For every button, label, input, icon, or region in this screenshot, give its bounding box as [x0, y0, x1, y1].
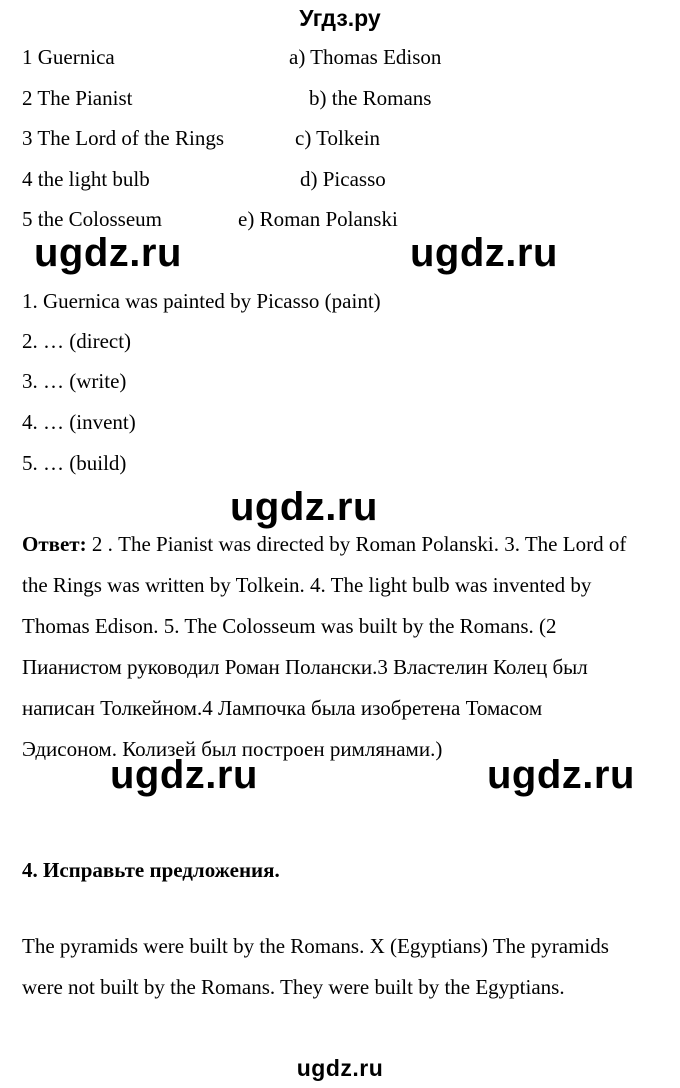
task-paragraph: The pyramids were built by the Romans. X (Egyptians) The pyramids were not built by the Romans. They were built by the Egyptians. [22, 934, 609, 999]
matching-left-3: 3 The Lord of the Rings [22, 126, 225, 150]
matching-left-1: 1 Guernica [22, 45, 115, 69]
answer-paragraph [22, 524, 642, 770]
matching-right-2: b) the Romans [309, 86, 432, 110]
exercise-line-2: 2. … (direct) [22, 329, 132, 353]
watermark-1: ugdz.ru [34, 231, 182, 275]
watermark-2: ugdz.ru [410, 231, 558, 275]
matching-left-2: 2 The Pianist [22, 86, 133, 110]
watermark-4: ugdz.ru [110, 753, 258, 797]
matching-right-5: e) Roman Polanski [238, 207, 398, 231]
matching-right-4: d) Picasso [300, 167, 386, 191]
exercise-line-4: 4. … (invent) [22, 410, 136, 434]
watermark-3: ugdz.ru [230, 485, 378, 529]
matching-right-1: a) Thomas Edison [289, 45, 442, 69]
footer-watermark: ugdz.ru [296, 1055, 384, 1081]
answer-text: 2 . The Pianist was directed by Roman Polanski. 3. The Lord of the Rings was written by Tolkein. 4. The light bulb was invented by Thomas Edison. 5. The Colosseum was built by the Romans. (2 Пианистом руководил Роман Полански.3 Властелин Колец был написан Толкейном.4 Лампочка была изобретена Томасом Эдисоном. Колизей был построен римлянами.) [22, 532, 627, 761]
exercise-line-5: 5. … (build) [22, 451, 127, 475]
watermark-5: ugdz.ru [487, 753, 635, 797]
exercise-line-1: 1. Guernica was painted by Picasso (paint) [22, 289, 381, 313]
answer-label: Ответ: [22, 532, 87, 556]
matching-left-4: 4 the light bulb [22, 167, 150, 191]
task-heading: 4. Исправьте предложения. [22, 858, 280, 882]
site-title: Угдз.ру [299, 5, 381, 31]
exercise-line-3: 3. … (write) [22, 369, 127, 393]
matching-right-3: c) Tolkein [295, 126, 381, 150]
matching-left-5: 5 the Colosseum [22, 207, 162, 231]
